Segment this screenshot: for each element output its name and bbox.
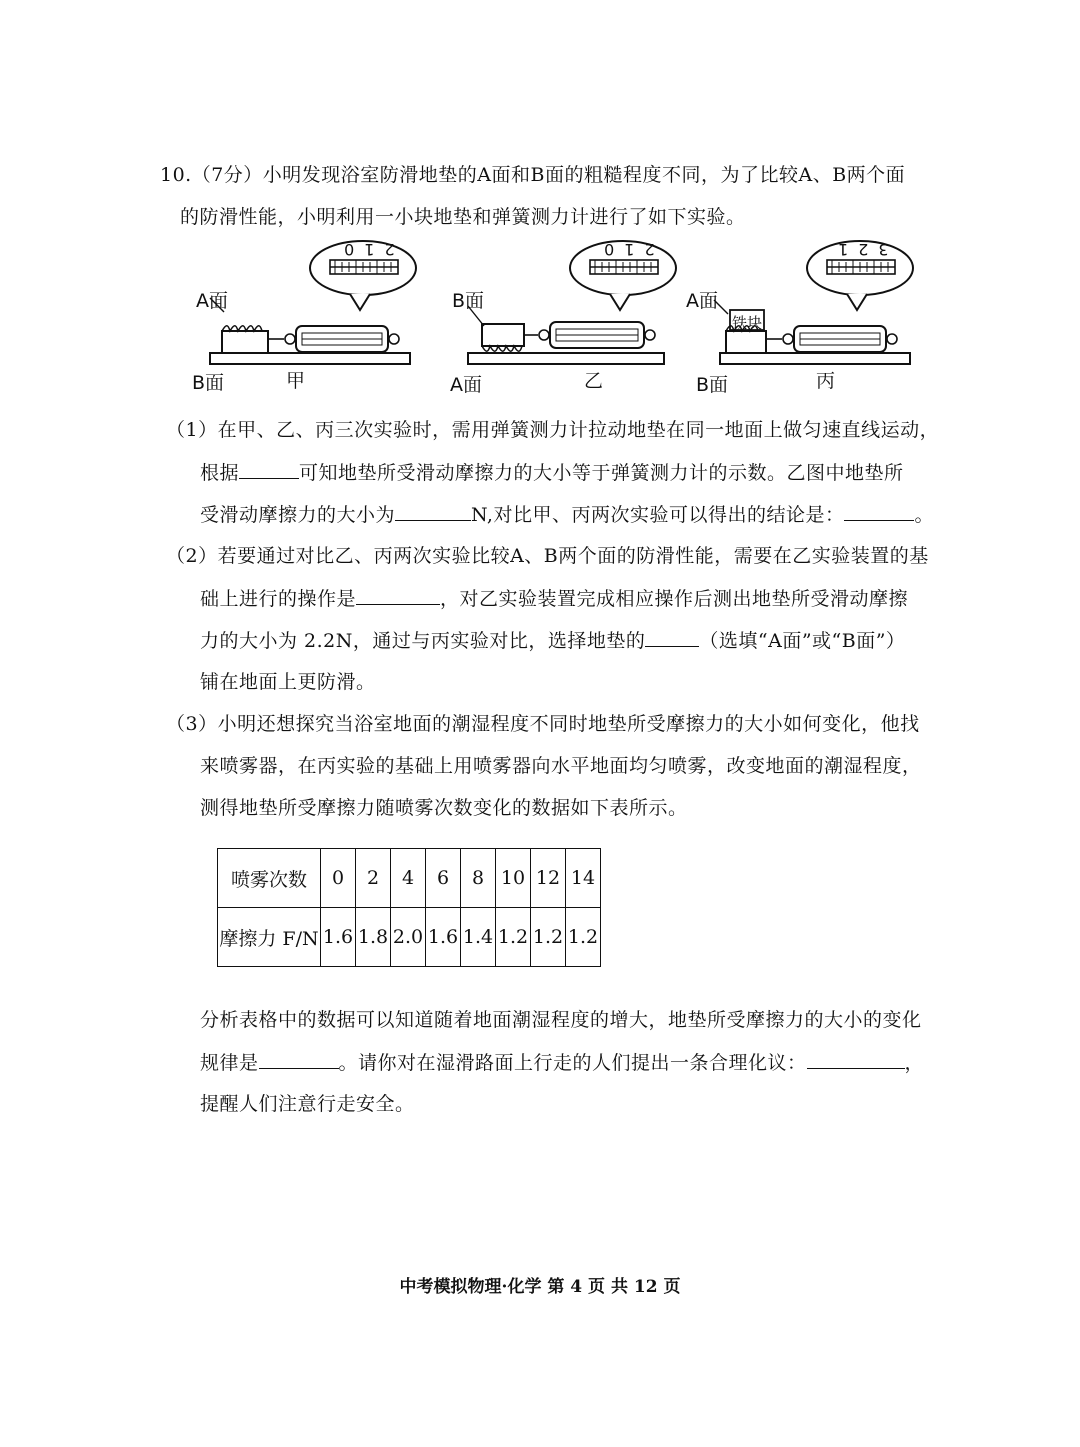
analysis-line-2-c: ， xyxy=(904,1052,925,1074)
table-cell: 1.8 xyxy=(356,908,391,967)
answer-blank-pattern[interactable] xyxy=(259,1050,339,1069)
table-cell: 0 xyxy=(321,849,356,908)
analysis-line-3: 提醒人们注意行走安全。 xyxy=(200,1093,415,1115)
part3-line-3: 测得地垫所受摩擦力随喷雾次数变化的数据如下表所示。 xyxy=(200,797,688,819)
table-row-spray-count xyxy=(218,849,601,908)
figure-yi-caption: 乙 xyxy=(584,370,604,392)
part2-line-3-a: 力的大小为 2.2N，通过与丙实验对比，选择地垫的 xyxy=(200,630,646,652)
question-line-2: 的防滑性能，小明利用一小块地垫和弹簧测力计进行了如下实验。 xyxy=(180,206,746,228)
part1-line-3-c: 。 xyxy=(914,504,934,526)
answer-blank-suggestion[interactable] xyxy=(807,1050,905,1069)
table-cell: 1.6 xyxy=(321,908,356,967)
table-cell: 6 xyxy=(426,849,461,908)
part2-line-3 xyxy=(200,628,905,653)
figure-bing-scale: 321 xyxy=(828,240,889,259)
answer-blank-friction-value[interactable] xyxy=(395,502,471,521)
figure-bing-block-label: 铁块 xyxy=(732,314,763,332)
part1-line-1: （1）在甲、乙、丙三次实验时，需用弹簧测力计拉动地垫在同一地面上做匀速直线运动， xyxy=(166,419,940,441)
part2-line-3-b: （选填“A面”或“B面”） xyxy=(699,630,906,652)
part1-line-2 xyxy=(200,460,904,485)
figure-jia-caption: 甲 xyxy=(286,370,306,392)
part1-line-3-b: N,对比甲、丙两次实验可以得出的结论是： xyxy=(471,504,845,526)
analysis-line-2 xyxy=(200,1050,924,1075)
data-table xyxy=(217,848,601,967)
part2-line-4: 铺在地面上更防滑。 xyxy=(200,671,376,693)
table-cell: 14 xyxy=(566,849,601,908)
table-cell: 1.6 xyxy=(426,908,461,967)
part3-line-2: 来喷雾器，在丙实验的基础上用喷雾器向水平地面均匀喷雾，改变地面的潮湿程度， xyxy=(200,755,922,777)
part2-line-2 xyxy=(200,586,908,611)
figure-bing-bottom-label: B面 xyxy=(696,374,729,396)
table-row-friction xyxy=(218,908,601,967)
figure-bing-caption: 丙 xyxy=(816,370,836,392)
part1-line-2-a: 根据 xyxy=(200,462,240,484)
answer-blank-operation[interactable] xyxy=(356,586,440,605)
analysis-line-2-b: 。请你对在湿滑路面上行走的人们提出一条合理化议： xyxy=(338,1052,807,1074)
part3-line-1: （3）小明还想探究当浴室地面的潮湿程度不同时地垫所受摩擦力的大小如何变化，他找 xyxy=(166,713,920,735)
answer-blank-basis[interactable] xyxy=(239,460,299,479)
table-cell: 1.2 xyxy=(531,908,566,967)
part2-line-2-a: 础上进行的操作是 xyxy=(200,588,357,610)
figure-jia xyxy=(190,238,420,398)
table-cell: 10 xyxy=(496,849,531,908)
table-cell: 8 xyxy=(461,849,496,908)
part1-line-2-b: 可知地垫所受滑动摩擦力的大小等于弹簧测力计的示数。乙图中地垫所 xyxy=(299,462,904,484)
table-cell: 2.0 xyxy=(391,908,426,967)
figure-bing xyxy=(686,238,920,398)
part1-line-3 xyxy=(200,502,934,527)
table-cell: 1.2 xyxy=(496,908,531,967)
figure-yi-scale: 210 xyxy=(594,240,655,259)
analysis-line-2-a: 规律是 xyxy=(200,1052,259,1074)
table-cell: 4 xyxy=(391,849,426,908)
table-cell: 1.4 xyxy=(461,908,496,967)
figure-jia-scale: 210 xyxy=(334,240,395,259)
figure-jia-top-label: A面 xyxy=(196,290,228,312)
page-footer: 中考模拟物理·化学 第 4 页 共 12 页 xyxy=(399,1277,681,1297)
answer-blank-conclusion[interactable] xyxy=(844,502,914,521)
table-cell: 1.2 xyxy=(566,908,601,967)
table-cell: 2 xyxy=(356,849,391,908)
table-row-header: 喷雾次数 xyxy=(218,849,321,908)
question-line-1: 10.（7分）小明发现浴室防滑地垫的A面和B面的粗糙程度不同，为了比较A、B两个面 xyxy=(160,164,906,186)
figure-yi-drawing xyxy=(448,238,678,398)
table-cell: 12 xyxy=(531,849,566,908)
table-row-header: 摩擦力 F/N xyxy=(218,908,321,967)
part2-line-1: （2）若要通过对比乙、丙两次实验比较A、B两个面的防滑性能，需要在乙实验装置的基 xyxy=(166,545,929,567)
answer-blank-side-choice[interactable] xyxy=(645,628,699,647)
part1-line-3-a: 受滑动摩擦力的大小为 xyxy=(200,504,396,526)
figure-jia-bottom-label: B面 xyxy=(192,372,225,394)
figure-yi-bottom-label: A面 xyxy=(450,374,482,396)
analysis-line-1: 分析表格中的数据可以知道随着地面潮湿程度的增大，地垫所受摩擦力的大小的变化 xyxy=(200,1009,922,1031)
figure-yi xyxy=(448,238,678,398)
figure-yi-top-label: B面 xyxy=(452,290,485,312)
part2-line-2-b: ，对乙实验装置完成相应操作后测出地垫所受滑动摩擦 xyxy=(440,588,909,610)
figure-bing-top-label: A面 xyxy=(686,290,718,312)
